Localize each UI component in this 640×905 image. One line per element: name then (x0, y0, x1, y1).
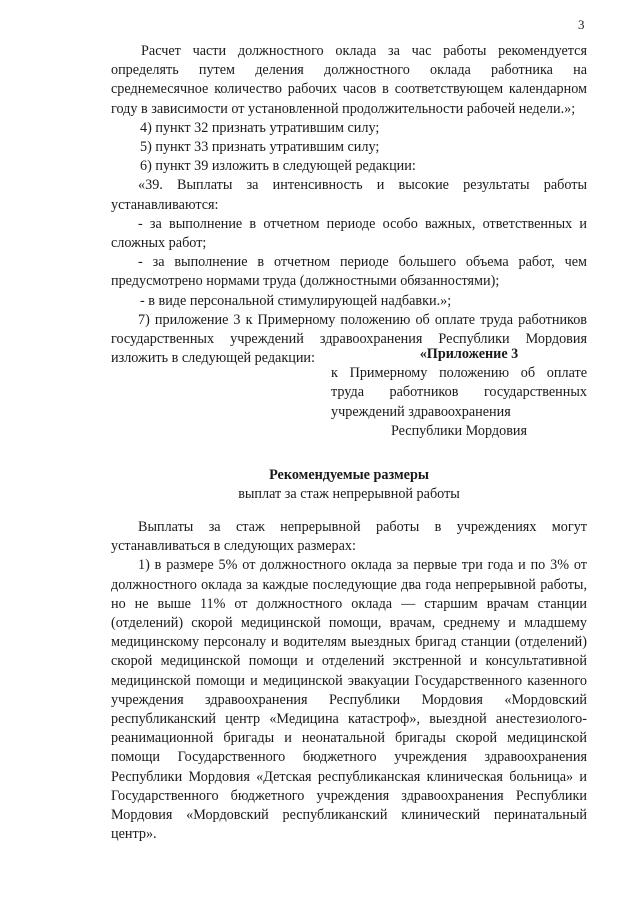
paragraph-item-6: 6) пункт 39 изложить в следующей редакции: (140, 158, 416, 175)
heading-title: Рекомендуемые размеры (269, 467, 429, 483)
paragraph-item-4: 4) пункт 32 признать утратившим силу; (140, 119, 380, 136)
paragraph-salary-calculation: Расчет части должностного оклада за час работы рекомендуется определять путем деления должностного оклада работника на среднемесячное количество рабочих часов в соответствующем календарном году в зависимости от установленной продолжительности рабочей недели.»; (111, 43, 587, 117)
paragraph-item-39: «39. Выплаты за интенсивность и высокие результаты работы устанавливаются: (111, 177, 587, 213)
paragraph-item-5: 5) пункт 33 признать утратившим силу; (140, 139, 380, 156)
main-section (111, 518, 587, 844)
paragraph-item-7: 7) приложение 3 к Примерному положению об оплате труда работников государственных учреждений здравоохранения Республики Мордовия изложить в следующей редакции: (111, 311, 587, 367)
appendix-title: «Приложение 3 (419, 346, 519, 362)
appendix-text: к Примерному положению об оплате труда работников государственных учреждений здравоохранения (331, 365, 587, 420)
paragraph-item-1-rates: 1) в размере 5% от должностного оклада за первые три года и по 3% от должностного оклада за каждые последующие два года непрерывной работы, но не выше 11% от должностного оклада — старшим врачам станции (отделений) скорой медицинской помощи, врачам, среднему и младшему медицинскому персоналу и водителям выездных бригад станции (отделений) скорой медицинской помощи и отделений экстренной и консультативной медицинской помощи и медицинской эвакуации Государственного казенного учреждения здравоохранения Республики Мордовия «Мордовский республиканский центр «Медицина катастроф», выездной анестезиолого-реанимационной бригады и неонатальной бригады скорой медицинской помощи Государственного бюджетного учреждения здравоохранения Республики Мордовия «Детская республиканская клиническая больница» и Государственного бюджетного учреждения здравоохранения Республики Мордовия «Мордовский республиканский клинический перинатальный центр». (111, 557, 587, 843)
paragraph-bullet-important-work: - за выполнение в отчетном периоде особо важных, ответственных и сложных работ; (111, 215, 587, 252)
paragraph-payments-intro: Выплаты за стаж непрерывной работы в учреждениях могут устанавливаться в следующих размерах: (111, 519, 587, 555)
intro-section (111, 42, 587, 368)
heading-subtitle: выплат за стаж непрерывной работы (238, 486, 460, 503)
paragraph-bullet-personal-bonus: - в виде персональной стимулирующей надбавки.»; (140, 292, 452, 309)
appendix-reference (331, 345, 587, 441)
section-heading (111, 466, 587, 504)
page-number: 3 (578, 17, 585, 32)
paragraph-bullet-larger-volume: - за выполнение в отчетном периоде большего объема работ, чем предусмотрено нормами труда (должностными обязанностями); (111, 254, 587, 290)
appendix-last-line: Республики Мордовия (390, 422, 528, 439)
